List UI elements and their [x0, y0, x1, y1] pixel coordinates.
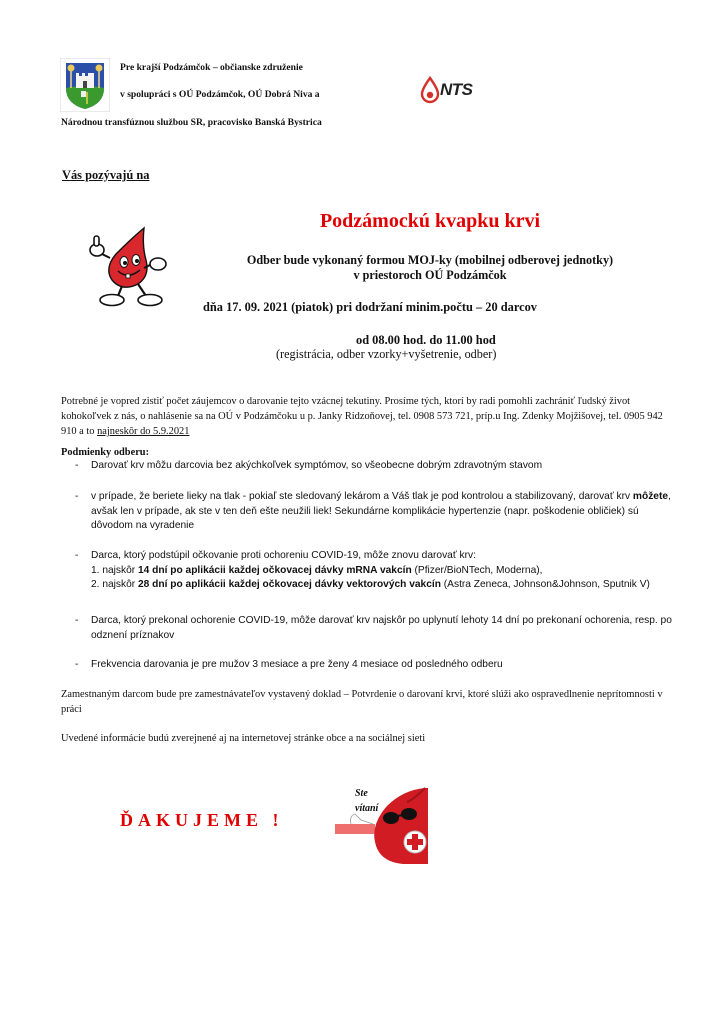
rule-prefix: 1. najskôr	[91, 564, 138, 576]
publication-note-paragraph: Uvedené informácie budú zverejnené aj na internetovej stránke obce a na sociálnej sieti	[61, 733, 426, 744]
event-process-note: (registrácia, odber vzorky+vyšetrenie, odber)	[276, 347, 497, 361]
header-line-3: Národnou transfúznou službou SR, pracovisko Banská Bystrica	[61, 117, 322, 128]
condition-item	[61, 490, 673, 534]
coat-of-arms-icon	[60, 58, 110, 112]
header-line-1: Pre krajší Podzámčok – občianske združenie	[120, 62, 303, 73]
subtitle-line-2: v priestoroch OÚ Podzámčok	[353, 268, 507, 282]
vaccination-rule-mrna	[91, 564, 673, 579]
condition-item	[61, 658, 673, 673]
registration-deadline: najneskôr do 5.9.2021	[97, 426, 190, 437]
rule-suffix: (Pfizer/BioNTech, Moderna),	[411, 564, 543, 576]
condition-text-part: v prípade, že beriete lieky na tlak - pokiaľ ste sledovaný lekárom a Váš tlak je pod kontrolou a stabilizovaný, darovať krv	[91, 491, 633, 502]
event-time: od 08.00 hod. do 11.00 hod	[356, 333, 496, 347]
condition-text: Darovať krv môžu darcovia bez akýchkoľvek symptómov, so všeobecne dobrým zdravotným stavom	[91, 460, 543, 471]
event-title: Podzámockú kvapku krvi	[319, 210, 541, 232]
bullet-dash: -	[75, 491, 79, 502]
bullet-dash: -	[75, 460, 79, 471]
registration-text: Potrebné je vopred zistiť počet záujemcov o darovanie tejto vzácnej tekutiny. Prosíme tých, ktorí by radi pomohli zachrániť ľudský život kohokoľvek z nás, o nahlásenie sa na OÚ v Podzámčoku u p. Janky Ridzoňovej, tel. 0908 573 721, príp.u Ing. Zdenky Mojžišovej, tel. 0905 942 910 a to	[61, 396, 663, 437]
welcome-line-1: Ste	[355, 788, 368, 799]
condition-text: Frekvencia darovania je pre mužov 3 mesiace a pre ženy 4 mesiace od posledného odberu	[91, 659, 503, 670]
event-subtitle	[200, 253, 660, 283]
subtitle-line-1: Odber bude vykonaný formou MOJ-ky (mobilnej odberovej jednotky)	[246, 253, 614, 267]
condition-emphasis: môžete	[632, 491, 669, 502]
bullet-dash: -	[75, 550, 79, 561]
condition-text-part: , avšak len v prípade, ak ste v ten deň ešte neužili liek! Sekundárne komplikácie hypertenzie (napr. poškodenie obličiek) sú dôvodom na vyradenie	[91, 491, 671, 531]
rule-suffix: (Astra Zeneca, Johnson&Johnson, Sputnik V)	[440, 579, 650, 590]
registration-paragraph	[61, 394, 671, 439]
bullet-dash: -	[75, 659, 79, 670]
blood-drop-flame-icon	[418, 76, 442, 104]
nts-logo	[418, 76, 478, 104]
condition-text	[91, 490, 673, 534]
welcome-line-2: vítaní	[355, 803, 379, 814]
condition-item	[61, 614, 673, 643]
employer-note-paragraph: Zamestnaným darcom bude pre zamestnávateľov vystavený doklad – Potvrdenie o darovaní krvi, ktoré slúži ako ospravedlnenie neprítomnosti v práci	[61, 689, 663, 715]
conditions-heading: Podmienky odberu:	[61, 447, 150, 458]
condition-text	[91, 549, 673, 593]
condition-text: Darca, ktorý prekonal ochorenie COVID-19, môže darovať krv najskôr po uplynutí lehoty 14 dní po prekonaní ochorenia, resp. po odznení príznakov	[91, 615, 672, 641]
invitation-intro: Vás pozývajú na	[62, 168, 150, 182]
event-date: dňa 17. 09. 2021 (piatok) pri dodržaní minim.počtu – 20 darcov	[203, 300, 538, 314]
welcome-text	[355, 786, 378, 816]
rule-emphasis: 28 dní po aplikácii každej očkovacej dávky vektorových vakcín	[138, 579, 441, 590]
blood-drop-sunglasses-icon	[333, 780, 428, 865]
vaccination-intro: Darca, ktorý podstúpil očkovanie proti ochoreniu COVID-19, môže znovu darovať krv:	[91, 550, 476, 561]
condition-item	[61, 549, 673, 593]
condition-item	[61, 459, 673, 474]
rule-emphasis: 14 dní po aplikácii každej očkovacej dávky mRNA vakcín	[138, 564, 412, 576]
thank-you-text: ĎAKUJEME !	[120, 810, 284, 830]
blood-drop-mascot-icon	[84, 224, 176, 308]
bullet-dash: -	[75, 615, 79, 626]
nts-logo-text: NTS	[440, 80, 473, 99]
vaccination-rule-vector	[91, 578, 673, 593]
rule-prefix: 2. najskôr	[91, 579, 138, 590]
header-line-2: v spolupráci s OÚ Podzámčok, OÚ Dobrá Niva a	[120, 89, 320, 100]
